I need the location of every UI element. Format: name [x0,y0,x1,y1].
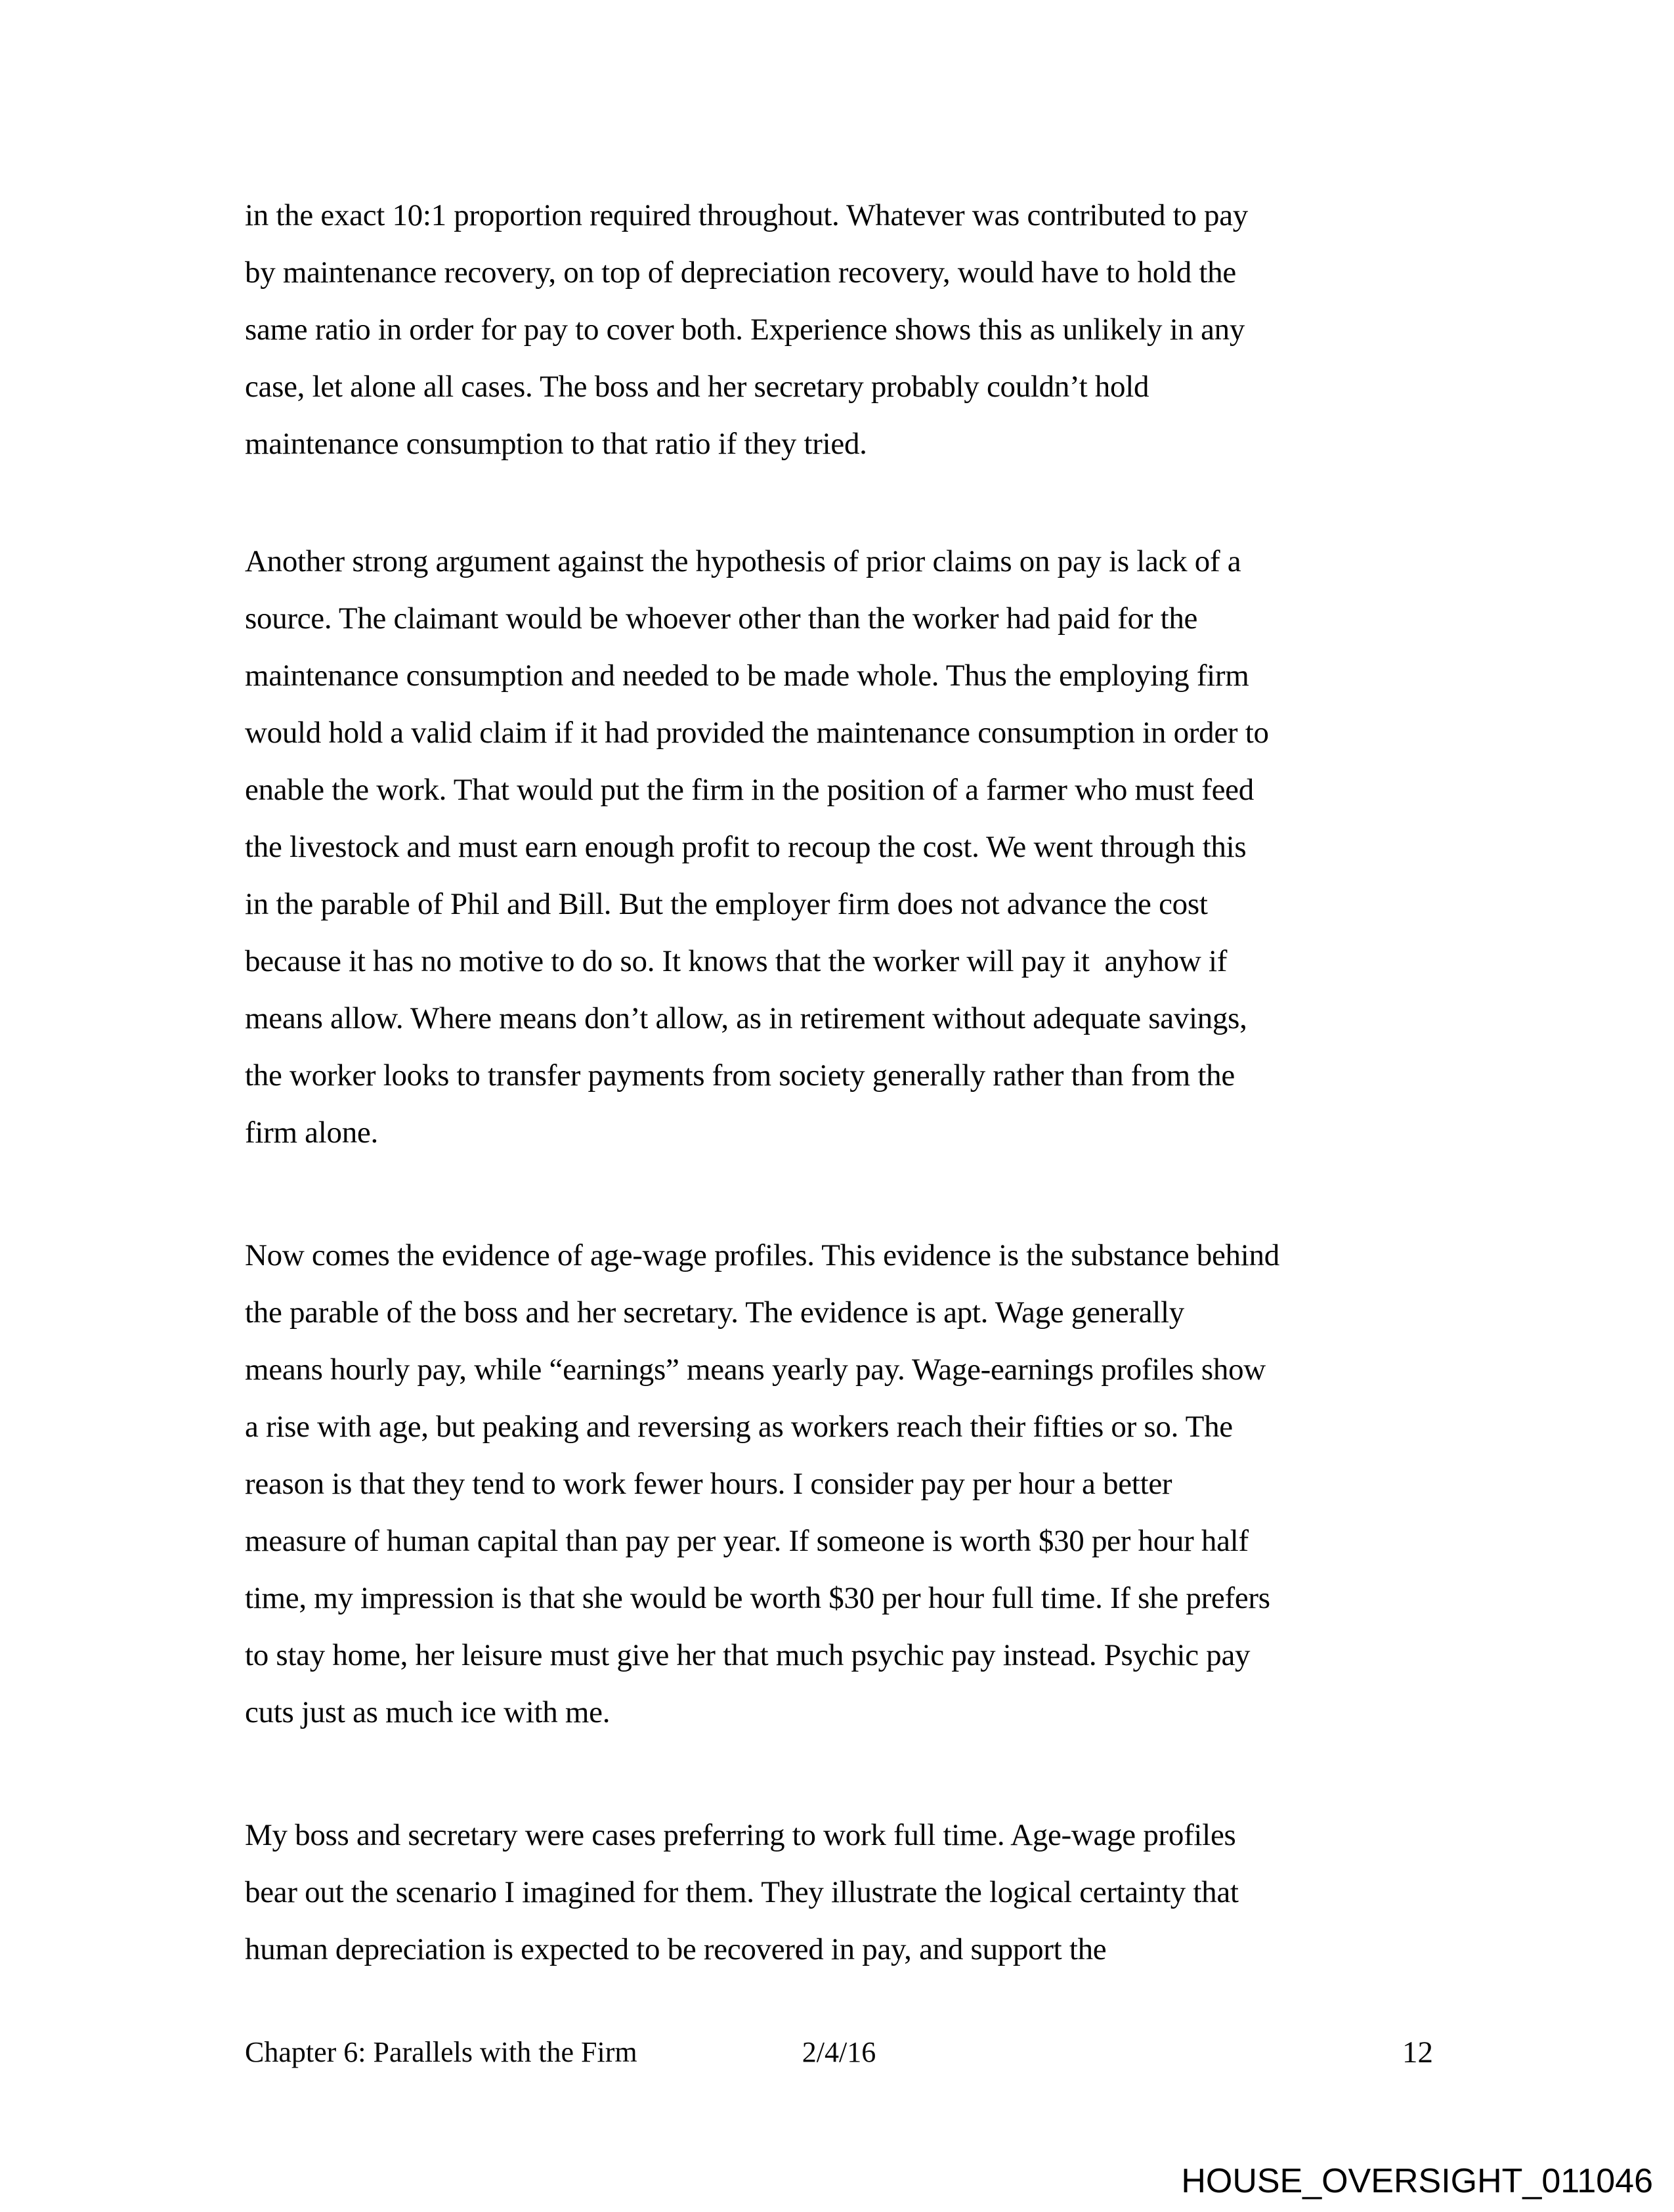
text-line: to stay home, her leisure must give her that much psychic pay instead. Psychic pay [245,1638,1251,1672]
text-line: the parable of the boss and her secretary. The evidence is apt. Wage generally [245,1295,1184,1330]
text-line: source. The claimant would be whoever other than the worker had paid for the [245,601,1198,636]
text-line: means allow. Where means don’t allow, as in retirement without adequate savings, [245,1001,1247,1035]
footer-page-number: 12 [1402,2035,1433,2070]
text-line: bear out the scenario I imagined for them. They illustrate the logical certainty that [245,1875,1239,1909]
text-line: reason is that they tend to work fewer hours. I consider pay per hour a better [245,1467,1172,1501]
text-line: measure of human capital than pay per year. If someone is worth $30 per hour half [245,1524,1249,1558]
text-line: in the exact 10:1 proportion required throughout. Whatever was contributed to pay [245,198,1249,232]
text-line: the livestock and must earn enough profit to recoup the cost. We went through this [245,830,1247,864]
paragraph [245,533,1446,1161]
paragraph [245,187,1446,473]
text-line: enable the work. That would put the firm in the position of a farmer who must feed [245,773,1254,807]
text-line: maintenance consumption to that ratio if they tried. [245,427,867,461]
text-line: by maintenance recovery, on top of depreciation recovery, would have to hold the [245,255,1236,290]
paragraph [245,1227,1446,1741]
text-line: same ratio in order for pay to cover both. Experience shows this as unlikely in any [245,313,1245,347]
footer-date: 2/4/16 [802,2036,876,2068]
page-footer [245,2032,1433,2073]
text-line: maintenance consumption and needed to be made whole. Thus the employing firm [245,659,1249,693]
text-line: would hold a valid claim if it had provided the maintenance consumption in order to [245,716,1269,750]
paragraph [245,1807,1446,1978]
text-line: Another strong argument against the hypothesis of prior claims on pay is lack of a [245,544,1241,578]
text-line: because it has no motive to do so. It knows that the worker will pay it anyhow if [245,944,1228,978]
text-line: case, let alone all cases. The boss and her secretary probably couldn’t hold [245,370,1149,404]
text-line: time, my impression is that she would be worth $30 per hour full time. If she prefers [245,1581,1270,1615]
text-line: My boss and secretary were cases preferring to work full time. Age-wage profiles [245,1818,1236,1852]
text-line: cuts just as much ice with me. [245,1695,611,1729]
text-line: in the parable of Phil and Bill. But the employer firm does not advance the cost [245,887,1208,921]
text-line: human depreciation is expected to be recovered in pay, and support the [245,1932,1107,1966]
document-body [245,187,1446,1978]
text-line: means hourly pay, while “earnings” means yearly pay. Wage-earnings profiles show [245,1353,1266,1387]
text-line: firm alone. [245,1116,378,1150]
footer-chapter-label: Chapter 6: Parallels with the Firm [245,2036,637,2068]
bates-stamp: HOUSE_OVERSIGHT_011046 [1181,2162,1653,2200]
text-line: a rise with age, but peaking and reversing as workers reach their fifties or so. The [245,1410,1233,1444]
text-line: Now comes the evidence of age-wage profiles. This evidence is the substance behind [245,1238,1279,1272]
text-line: the worker looks to transfer payments from society generally rather than from the [245,1058,1235,1093]
